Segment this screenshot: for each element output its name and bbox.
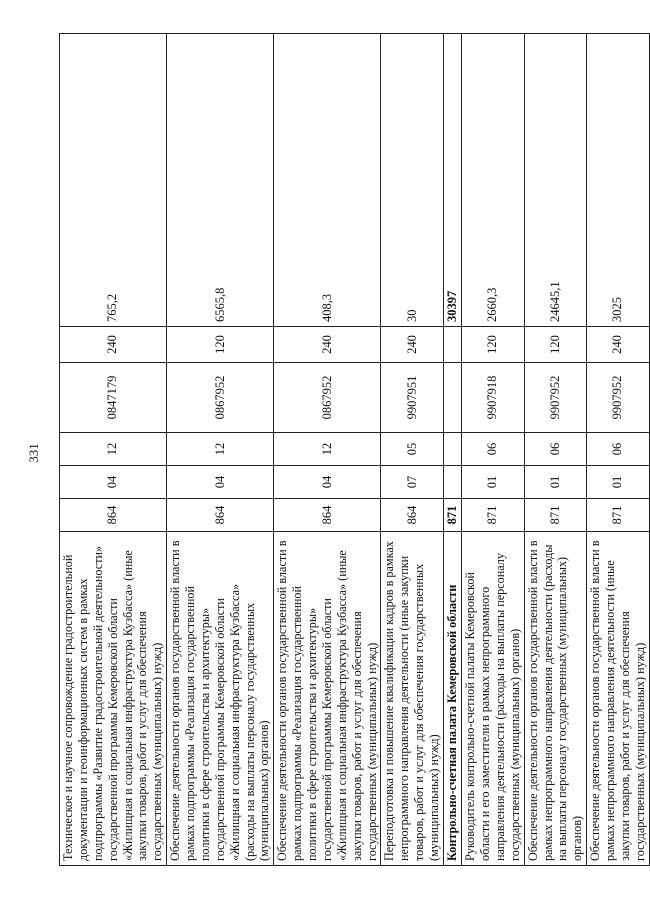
row-org-code: 871 [587, 499, 650, 532]
table-row [381, 34, 444, 866]
row-article-code: 0867952 [274, 363, 381, 433]
row-name: Обеспечение деятельности органов государственной власти в рамках подпрограммы «Реализация государственной политики в сфере строительства и архитектуры» государственной программы Кемеровской области «Жилищная и социальная инфраструктура Кузбасса» (расходы на выплаты персоналу государственных (муниципальных) органов) [167, 532, 274, 866]
row-section-code: 04 [167, 466, 274, 499]
row-name: Обеспечение деятельности органов государственной власти в рамках подпрограммы «Реализация государственной политики в сфере строительства и архитектуры» государственной программы Кемеровской области «Жилищная и социальная инфраструктура Кузбасса» (иные закупки товаров, работ и услуг для обеспечения государственных (муниципальных) нужд) [274, 532, 381, 866]
row-name: Обеспечение деятельности органов государственной власти в рамках непрограммного направления деятельности (расходы на выплаты персоналу государственных (муниципальных) органов) [524, 532, 587, 866]
row-section-code: 01 [587, 466, 650, 499]
table-body [60, 34, 650, 866]
row-expense-type-code: 240 [60, 327, 167, 363]
row-amount: 6565,8 [167, 34, 274, 327]
table-row [274, 34, 381, 866]
table-row-total [443, 34, 461, 866]
row-amount: 24645,1 [524, 34, 587, 327]
row-subsection-code: 06 [462, 433, 525, 466]
row-expense-type-code: 120 [462, 327, 525, 363]
table-row [524, 34, 587, 866]
row-subsection-code: 06 [524, 433, 587, 466]
table-row [60, 34, 167, 866]
row-section-code [443, 466, 461, 499]
row-article-code: 9907918 [462, 363, 525, 433]
row-org-code: 864 [381, 499, 444, 532]
row-org-code: 864 [274, 499, 381, 532]
row-name: Обеспечение деятельности органов государственной власти в рамках непрограммного направления деятельности (иные закупки товаров, работ и услуг для обеспечения государственных (муниципальных) нужд) [587, 532, 650, 866]
table-row [462, 34, 525, 866]
budget-table [59, 33, 650, 866]
row-org-code: 871 [443, 499, 461, 532]
row-section-code: 01 [462, 466, 525, 499]
row-expense-type-code: 120 [167, 327, 274, 363]
rotated-table-container [59, 34, 647, 866]
row-section-code: 04 [60, 466, 167, 499]
row-subsection-code: 06 [587, 433, 650, 466]
row-name: Техническое и научное сопровождение градостроительной документации и геоинформационных систем в рамках подпрограммы «Развитие градостроительной деятельности» государственной программы Кемеровской области «Жилищная и социальная инфраструктура Кузбасса» (иные закупки товаров, работ и услуг для обеспечения государственных (муниципальных) нужд) [60, 532, 167, 866]
row-article-code: 9907952 [587, 363, 650, 433]
row-org-code: 864 [60, 499, 167, 532]
row-amount: 3025 [587, 34, 650, 327]
row-article-code: 0847179 [60, 363, 167, 433]
row-amount: 765,2 [60, 34, 167, 327]
row-expense-type-code: 120 [524, 327, 587, 363]
row-article-code [443, 363, 461, 433]
row-amount: 408,3 [274, 34, 381, 327]
row-section-code: 07 [381, 466, 444, 499]
row-amount: 2660,3 [462, 34, 525, 327]
row-section-code: 01 [524, 466, 587, 499]
row-name: Руководитель контрольно-счетной палаты Кемеровской области и его заместители в рамках непрограммного направления деятельности (расходы на выплаты персоналу государственных (муниципальных) органов) [462, 532, 525, 866]
row-article-code: 0867952 [167, 363, 274, 433]
row-name: Переподготовка и повышение квалификации кадров в рамках непрограммного направления деятельности (иные закупки товаров, работ и услуг для обеспечения государственных (муниципальных) нужд) [381, 532, 444, 866]
table-row [587, 34, 650, 866]
row-expense-type-code: 240 [274, 327, 381, 363]
row-org-code: 871 [462, 499, 525, 532]
row-article-code: 9907952 [524, 363, 587, 433]
row-subsection-code: 12 [60, 433, 167, 466]
row-subsection-code: 12 [167, 433, 274, 466]
row-subsection-code: 05 [381, 433, 444, 466]
row-org-code: 871 [524, 499, 587, 532]
row-expense-type-code: 240 [381, 327, 444, 363]
row-expense-type-code: 240 [587, 327, 650, 363]
row-section-code: 04 [274, 466, 381, 499]
row-subsection-code [443, 433, 461, 466]
row-name: Контрольно-счетная палата Кемеровской области [443, 532, 461, 866]
row-org-code: 864 [167, 499, 274, 532]
row-amount: 30 [381, 34, 444, 327]
table-row [167, 34, 274, 866]
row-subsection-code: 12 [274, 433, 381, 466]
page-number: 331 [26, 443, 41, 463]
row-amount: 30397 [443, 34, 461, 327]
row-article-code: 9907951 [381, 363, 444, 433]
row-expense-type-code [443, 327, 461, 363]
